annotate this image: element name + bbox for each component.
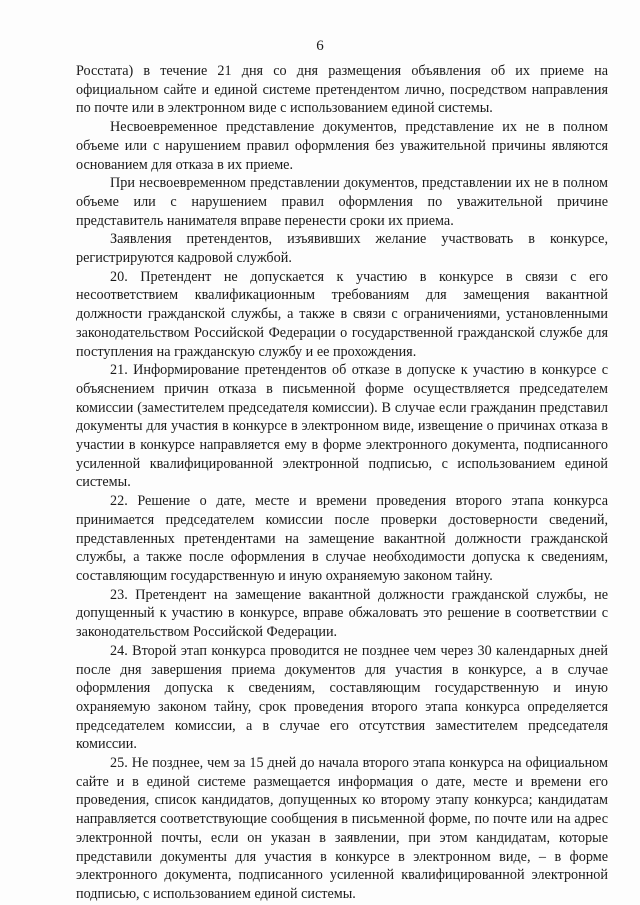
clause-25: 25. Не позднее, чем за 15 дней до начала второго этапа конкурса на официальном сайте и в единой системе размещается информация о дате, месте и времени его проведения, список кандидатов, допущенных ко второму этапу конкурса; кандидатам направляется соответствующие сообщения в письменной форме, по почте или на адрес электронной почты, если он указан в заявлении, при этом кандидатам, которые представили документы для участия в конкурсе в электронном виде, – в форме электронного документа, подписанного усиленной квалифицированной электронной подписью, с использованием единой системы.	[76, 755, 608, 902]
clause-23: 23. Претендент на замещение вакантной должности гражданской службы, не допущенный к участию в конкурсе, вправе обжаловать это решение в соответствии с законодательством Российской Федерации.	[76, 586, 608, 641]
page-number: 6	[316, 38, 324, 54]
paragraph-late-submission: Несвоевременное представление документов, представление их не в полном объеме или с нарушением правил оформления без уважительной причины являются основанием для отказа в их приеме.	[76, 119, 608, 173]
clause-20: 20. Претендент не допускается к участию в конкурсе в связи с его несоответствием квалификационным требованиям для замещения вакантной должности гражданской службы, а также в связи с ограничениями, установленными законодательством Российской Федерации о государственной гражданской службе для поступления на гражданскую службу и ее прохождения.	[76, 268, 608, 360]
paragraph-deadline-extension: При несвоевременном представлении документов, представлении их не в полном объеме или с нарушением правил оформления по уважительной причине представитель нанимателя вправе перенести сроки их приема.	[76, 175, 608, 229]
clause-22: 22. Решение о дате, месте и времени проведения второго этапа конкурса принимается председателем комиссии после проверки достоверности сведений, представленных претендентами на замещение вакантной должности гражданской службы, а также после оформления в случае необходимости допуска к сведениям, составляющим государственную и иную охраняемую законом тайну.	[76, 493, 608, 584]
clause-21: 21. Информирование претендентов об отказе в допуске к участию в конкурсе с объяснением причин отказа в письменной форме осуществляется председателем комиссии (заместителем председателя комиссии). В случае если гражданин представил документы для участия в конкурсе в электронном виде, извещение о причинах отказа в участии в конкурсе направляется ему в форме электронного документа, подписанного усиленной квалифицированной электронной подписью, с использованием единой системы.	[76, 362, 608, 491]
document-body	[76, 62, 608, 904]
clause-24: 24. Второй этап конкурса проводится не позднее чем через 30 календарных дней после дня завершения приема документов для участия в конкурсе, а в случае оформления допуска к сведениям, составляющим государственную и иную охраняемую законом тайну, срок проведения второго этапа конкурса определяется председателем комиссии, а в случае его отсутствия заместителем председателя комиссии.	[76, 642, 608, 753]
paragraph-continuation: Росстата) в течение 21 дня со дня размещения объявления об их приеме на официальном сайте и единой системе претендентом лично, посредством направления по почте или в электронном виде с использованием единой системы.	[76, 63, 608, 117]
paragraph-registration: Заявления претендентов, изъявивших желание участвовать в конкурсе, регистрируются кадровой службой.	[76, 231, 608, 267]
